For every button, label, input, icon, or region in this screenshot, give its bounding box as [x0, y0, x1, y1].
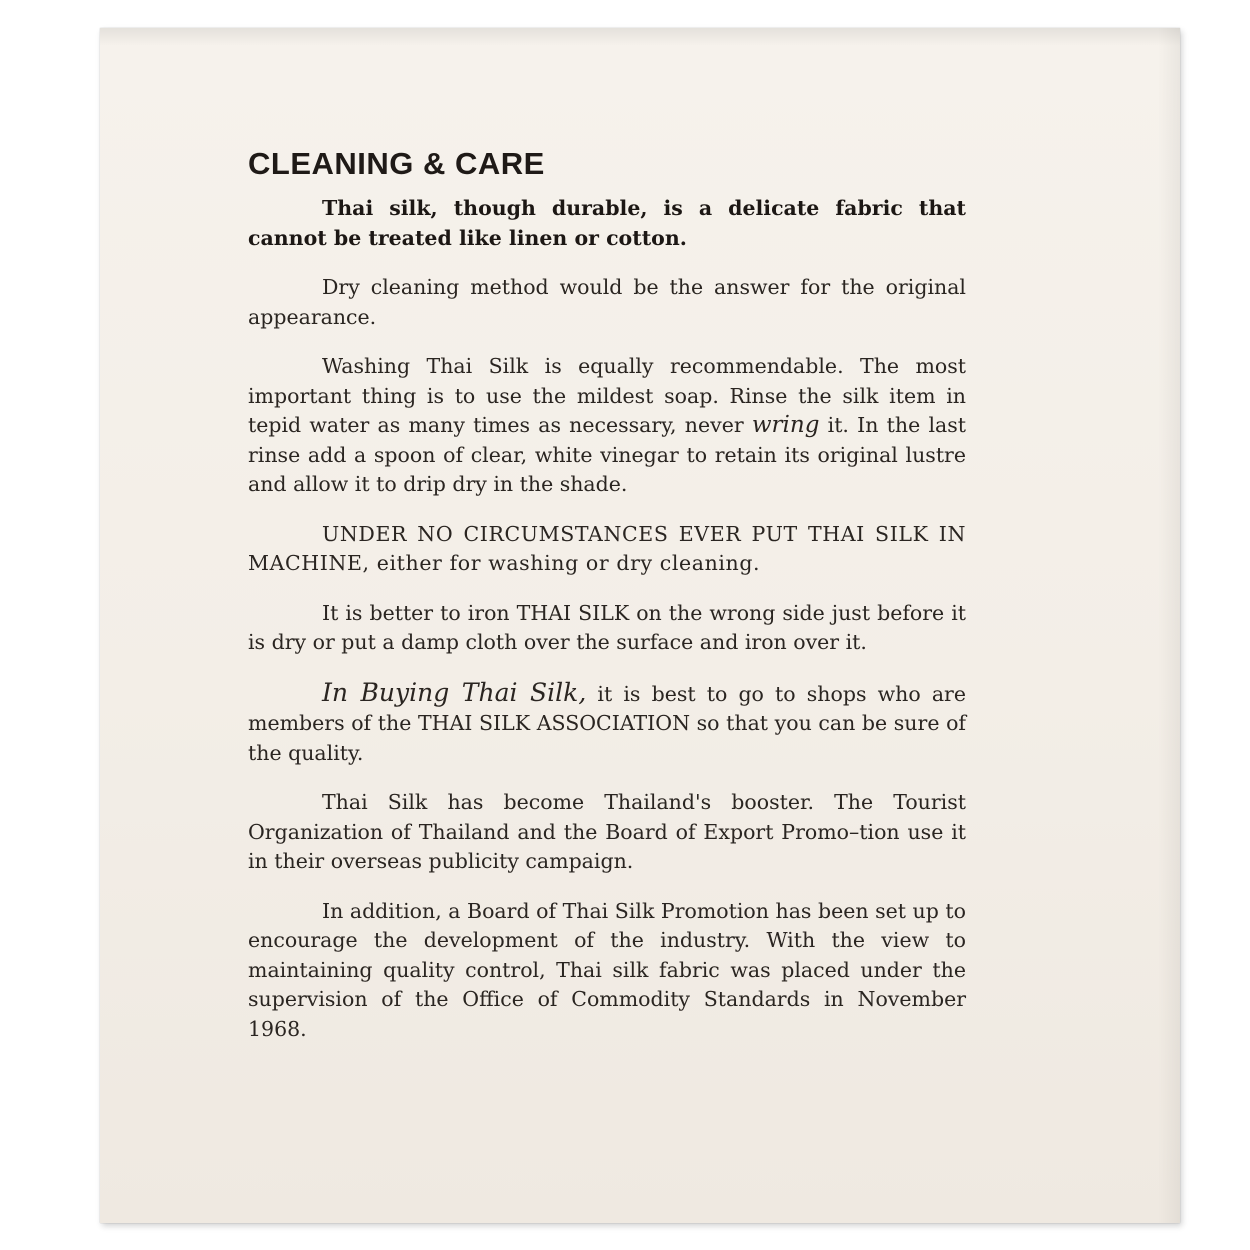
document-title: CLEANING & CARE — [248, 146, 545, 181]
paragraph-ironing: It is better to iron THAI SILK on the wrong side just before it is dry or put a damp cloth over the surface and iron over it. — [248, 600, 966, 654]
document-body — [248, 146, 966, 1064]
sheet-top-fold — [100, 28, 1180, 46]
sheet-right-edge — [1158, 28, 1180, 1223]
paper-sheet — [100, 28, 1180, 1223]
washing-text-end: it. In the last rinse add a spoon of clear, white vinegar to retain its original lustre and allow it to drip dry in the shade. — [248, 413, 966, 496]
buying-lead: In Buying Thai Silk, — [322, 677, 587, 707]
paragraph-no-machine: UNDER NO CIRCUMSTANCES EVER PUT THAI SILK IN MACHINE, either for washing or dry cleaning. — [248, 521, 966, 575]
paragraph-dry-cleaning: Dry cleaning method would be the answer for the original appearance. — [248, 275, 966, 329]
paragraph-delicate-fabric: Thai silk, though durable, is a delicate fabric that cannot be treated like linen or cotton. — [248, 196, 966, 250]
washing-text-start: Washing Thai Silk is equally recommendable. The most important thing is to use the mildest soap. Rinse the silk item in tepid water as many times as necessary, never — [248, 354, 966, 437]
paragraph-booster: Thai Silk has become Thailand's booster. The Tourist Organization of Thailand and the Board of Export Promo–tion use it in their overseas publicity campaign. — [248, 790, 966, 873]
wring-emphasis: wring — [751, 412, 820, 438]
paragraph-washing — [248, 352, 966, 500]
buying-text: it is best to go to shops who are members of the THAI SILK ASSOCIATION so that you can be sure of the quality. — [248, 681, 966, 765]
paragraph-promotion-board: In addition, a Board of Thai Silk Promotion has been set up to encourage the development of the industry. With the view to maintaining quality control, Thai silk fabric was placed under the supervision of the Office of Commodity Standards in November 1968. — [248, 898, 966, 1041]
paragraph-buying — [248, 678, 966, 769]
